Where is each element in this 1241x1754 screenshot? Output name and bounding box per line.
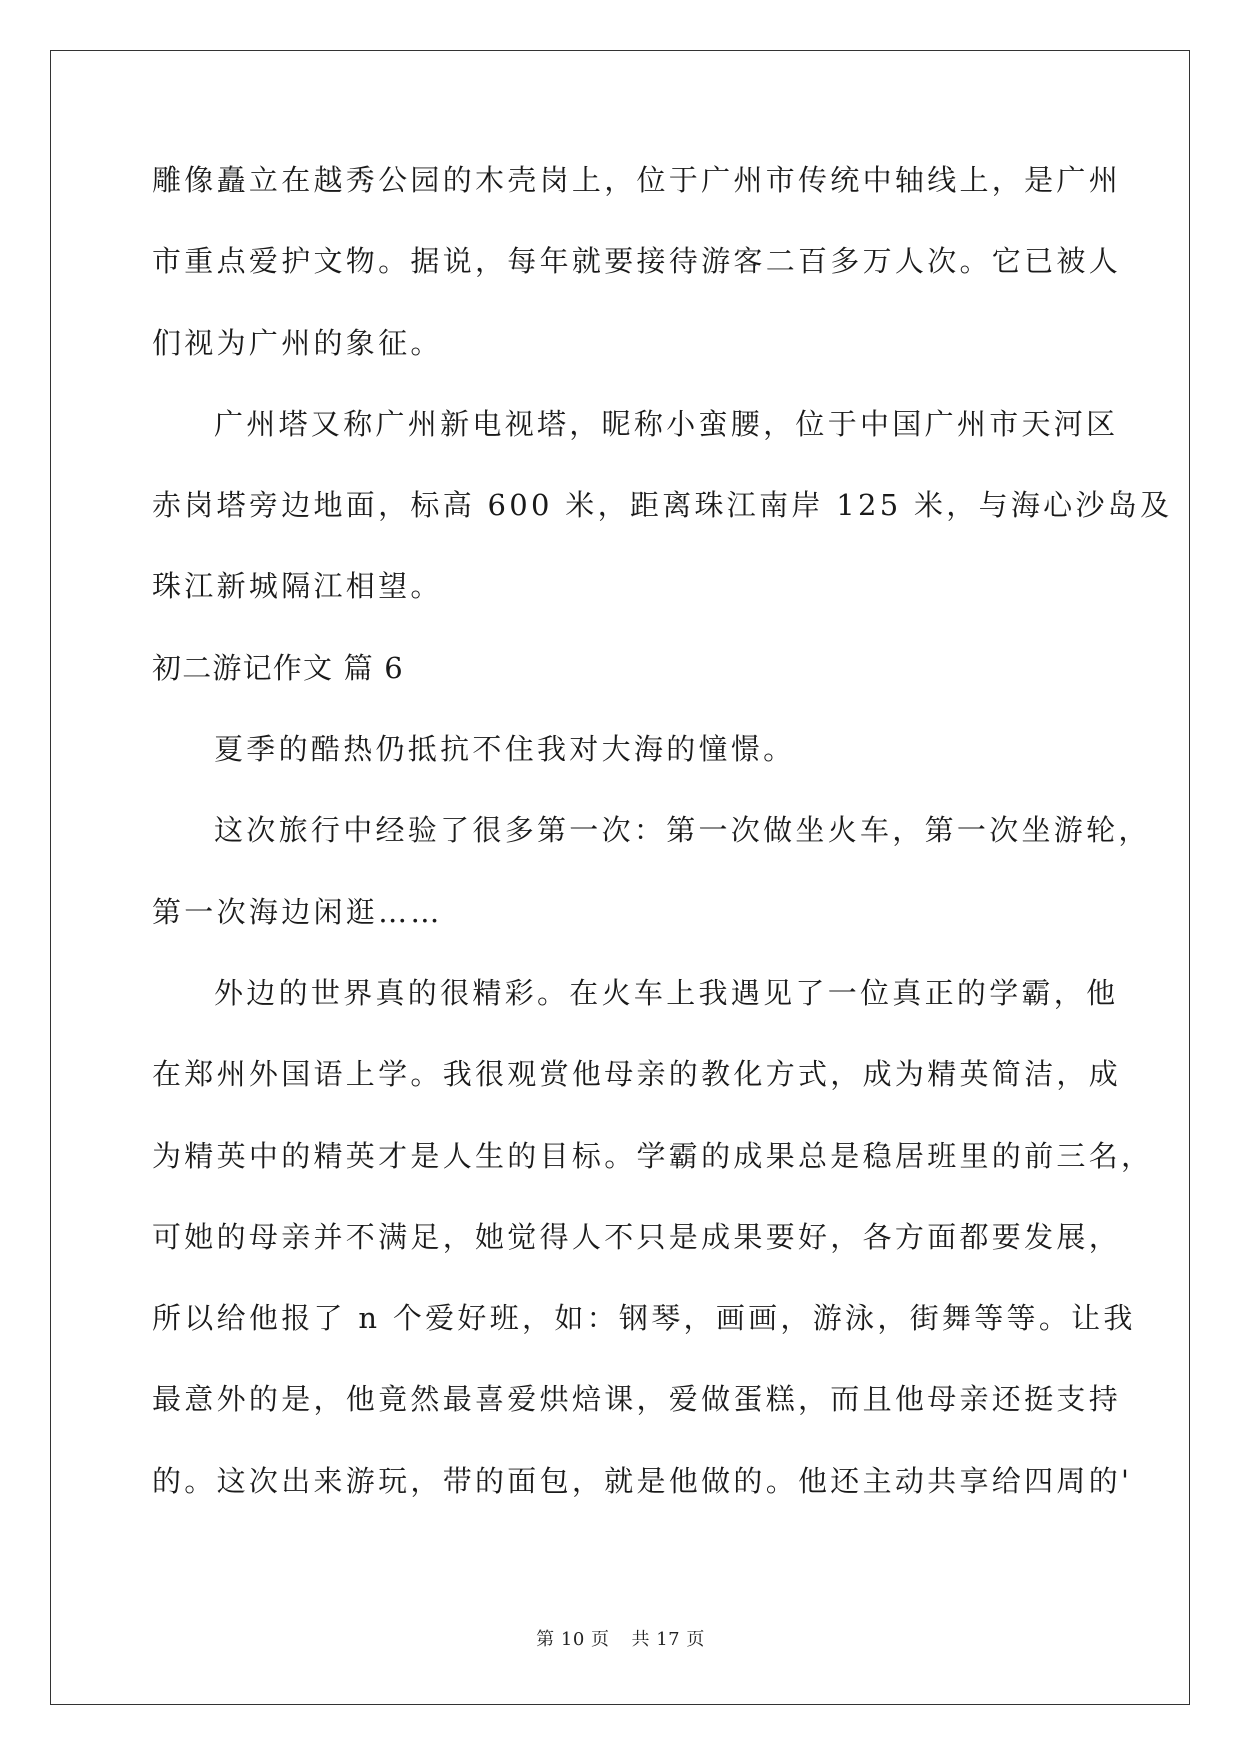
text-line: 为精英中的精英才是人生的目标。学霸的成果总是稳居班里的前三名， bbox=[152, 1138, 1154, 1173]
text-line: 最意外的是，他竟然最喜爱烘焙课，爱做蛋糕，而且他母亲还挺支持 bbox=[152, 1382, 1122, 1417]
section-heading: 初二游记作文 篇 6 bbox=[152, 650, 404, 685]
text-line: 夏季的酷热仍抵抗不住我对大海的憧憬。 bbox=[214, 732, 796, 767]
text-line: 市重点爱护文物。据说，每年就要接待游客二百多万人次。它已被人 bbox=[152, 244, 1122, 279]
page-total: 共 17 页 bbox=[631, 1629, 705, 1650]
text-line: 外边的世界真的很精彩。在火车上我遇见了一位真正的学霸，他 bbox=[214, 975, 1119, 1010]
text-line: 的。这次出来游玩，带的面包，就是他做的。他还主动共享给四周的' bbox=[152, 1463, 1133, 1498]
page-number: 第 10 页 bbox=[536, 1629, 610, 1650]
text-line: 珠江新城隔江相望。 bbox=[152, 569, 443, 604]
page-footer bbox=[0, 1625, 1241, 1651]
text-line: 在郑州外国语上学。我很观赏他母亲的教化方式，成为精英简洁，成 bbox=[152, 1057, 1122, 1092]
text-line: 可她的母亲并不满足，她觉得人不只是成果要好，各方面都要发展， bbox=[152, 1219, 1122, 1254]
text-line: 雕像矗立在越秀公园的木壳岗上，位于广州市传统中轴线上，是广州 bbox=[152, 163, 1122, 197]
text-line: 这次旅行中经验了很多第一次：第一次做坐火车，第一次坐游轮， bbox=[214, 813, 1151, 848]
text-line: 第一次海边闲逛…… bbox=[152, 894, 443, 929]
document-body bbox=[152, 160, 1173, 1542]
text-line: 赤岗塔旁边地面，标高 600 米，距离珠江南岸 125 米，与海心沙岛及 bbox=[152, 488, 1173, 523]
text-line: 所以给他报了 n 个爱好班，如：钢琴，画画，游泳，街舞等等。让我 bbox=[152, 1301, 1136, 1336]
text-line: 们视为广州的象征。 bbox=[152, 325, 443, 360]
text-line: 广州塔又称广州新电视塔，昵称小蛮腰，位于中国广州市天河区 bbox=[214, 406, 1119, 441]
